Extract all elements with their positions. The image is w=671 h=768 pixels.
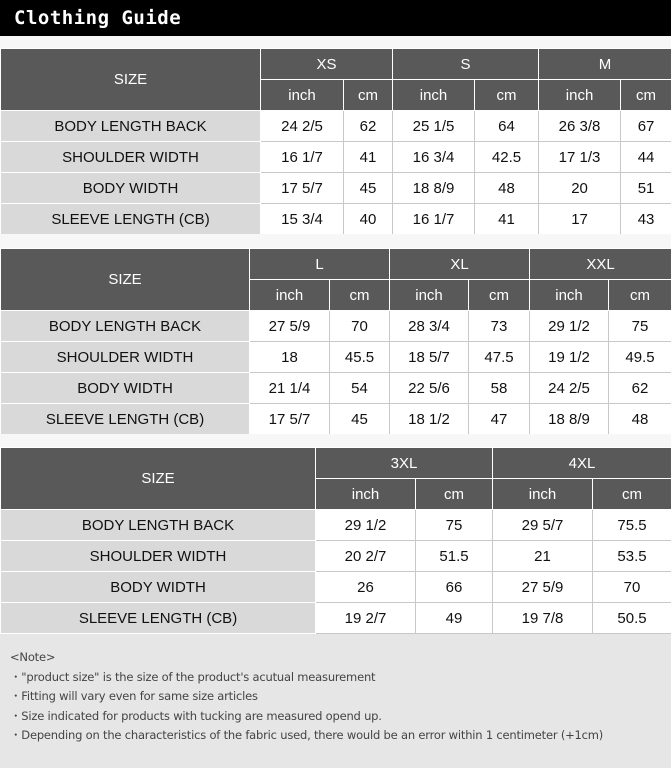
- unit-header-cm: cm: [330, 280, 390, 311]
- cell-value: 64: [475, 111, 539, 142]
- size-table-l-xl-xxl: [0, 248, 671, 435]
- cell-value: 20 2/7: [316, 541, 416, 572]
- note-item: ・"product size" is the size of the product's acutual measurement: [10, 669, 376, 684]
- cell-value: 45: [344, 173, 393, 204]
- table-row: [1, 204, 671, 235]
- cell-value: 18 8/9: [393, 173, 475, 204]
- cell-value: 18: [250, 342, 330, 373]
- cell-value: 26 3/8: [539, 111, 621, 142]
- unit-header-inch: inch: [316, 479, 416, 510]
- size-table-xs-s-m: [0, 48, 671, 235]
- cell-value: 47: [469, 404, 530, 435]
- note-item: ・Size indicated for products with tucking are measured opend up.: [10, 708, 382, 723]
- cell-value: 19 7/8: [493, 603, 593, 634]
- cell-value: 49.5: [609, 342, 671, 373]
- table-row: [1, 111, 671, 142]
- row-label: SLEEVE LENGTH (CB): [1, 404, 250, 435]
- cell-value: 24 2/5: [530, 373, 609, 404]
- unit-header-cm: cm: [469, 280, 530, 311]
- table-row: [1, 142, 671, 173]
- cell-value: 15 3/4: [261, 204, 344, 235]
- cell-value: 18 1/2: [390, 404, 469, 435]
- cell-value: 40: [344, 204, 393, 235]
- page-title: Clothing Guide: [0, 0, 671, 36]
- unit-header-cm: cm: [416, 479, 493, 510]
- cell-value: 16 1/7: [261, 142, 344, 173]
- row-label: BODY WIDTH: [1, 572, 316, 603]
- note-heading: <Note>: [10, 650, 56, 664]
- cell-value: 49: [416, 603, 493, 634]
- size-name-header: S: [393, 49, 539, 80]
- cell-value: 24 2/5: [261, 111, 344, 142]
- cell-value: 41: [475, 204, 539, 235]
- row-label: BODY WIDTH: [1, 373, 250, 404]
- table-row: [1, 510, 671, 541]
- row-label: BODY LENGTH BACK: [1, 111, 261, 142]
- cell-value: 45.5: [330, 342, 390, 373]
- cell-value: 41: [344, 142, 393, 173]
- cell-value: 17 5/7: [261, 173, 344, 204]
- size-name-header: XXL: [530, 249, 671, 280]
- cell-value: 17: [539, 204, 621, 235]
- unit-header-inch: inch: [261, 80, 344, 111]
- size-header: SIZE: [1, 49, 261, 111]
- table-row: [1, 311, 671, 342]
- size-table-3xl-4xl: [0, 447, 671, 634]
- cell-value: 27 5/9: [250, 311, 330, 342]
- cell-value: 42.5: [475, 142, 539, 173]
- cell-value: 25 1/5: [393, 111, 475, 142]
- cell-value: 19 2/7: [316, 603, 416, 634]
- cell-value: 75: [609, 311, 671, 342]
- cell-value: 50.5: [593, 603, 671, 634]
- unit-header-cm: cm: [593, 479, 671, 510]
- cell-value: 21 1/4: [250, 373, 330, 404]
- cell-value: 51.5: [416, 541, 493, 572]
- cell-value: 28 3/4: [390, 311, 469, 342]
- row-label: BODY WIDTH: [1, 173, 261, 204]
- table-row: [1, 173, 671, 204]
- cell-value: 18 5/7: [390, 342, 469, 373]
- size-name-header: XL: [390, 249, 530, 280]
- table-row: [1, 603, 671, 634]
- divider: [0, 434, 671, 447]
- row-label: SLEEVE LENGTH (CB): [1, 204, 261, 235]
- cell-value: 18 8/9: [530, 404, 609, 435]
- divider: [0, 234, 671, 248]
- cell-value: 16 1/7: [393, 204, 475, 235]
- cell-value: 73: [469, 311, 530, 342]
- cell-value: 45: [330, 404, 390, 435]
- unit-header-inch: inch: [539, 80, 621, 111]
- table-row: [1, 541, 671, 572]
- unit-header-inch: inch: [390, 280, 469, 311]
- table-row: [1, 404, 671, 435]
- cell-value: 21: [493, 541, 593, 572]
- cell-value: 47.5: [469, 342, 530, 373]
- cell-value: 67: [621, 111, 671, 142]
- cell-value: 48: [609, 404, 671, 435]
- size-name-header: 4XL: [493, 448, 671, 479]
- row-label: SHOULDER WIDTH: [1, 342, 250, 373]
- cell-value: 48: [475, 173, 539, 204]
- row-label: SLEEVE LENGTH (CB): [1, 603, 316, 634]
- cell-value: 51: [621, 173, 671, 204]
- cell-value: 70: [593, 572, 671, 603]
- unit-header-cm: cm: [609, 280, 671, 311]
- cell-value: 53.5: [593, 541, 671, 572]
- cell-value: 17 1/3: [539, 142, 621, 173]
- cell-value: 75: [416, 510, 493, 541]
- cell-value: 75.5: [593, 510, 671, 541]
- divider: [0, 36, 671, 48]
- cell-value: 62: [609, 373, 671, 404]
- cell-value: 27 5/9: [493, 572, 593, 603]
- cell-value: 62: [344, 111, 393, 142]
- row-label: BODY LENGTH BACK: [1, 311, 250, 342]
- size-name-header: M: [539, 49, 671, 80]
- cell-value: 54: [330, 373, 390, 404]
- cell-value: 44: [621, 142, 671, 173]
- size-name-header: XS: [261, 49, 393, 80]
- cell-value: 19 1/2: [530, 342, 609, 373]
- unit-header-inch: inch: [530, 280, 609, 311]
- unit-header-cm: cm: [344, 80, 393, 111]
- row-label: SHOULDER WIDTH: [1, 541, 316, 572]
- cell-value: 16 3/4: [393, 142, 475, 173]
- row-label: BODY LENGTH BACK: [1, 510, 316, 541]
- table-row: [1, 342, 671, 373]
- row-label: SHOULDER WIDTH: [1, 142, 261, 173]
- size-header: SIZE: [1, 448, 316, 510]
- cell-value: 17 5/7: [250, 404, 330, 435]
- cell-value: 29 1/2: [530, 311, 609, 342]
- unit-header-inch: inch: [250, 280, 330, 311]
- note-item: ・Fitting will vary even for same size articles: [10, 689, 258, 703]
- size-header: SIZE: [1, 249, 250, 311]
- size-name-header: 3XL: [316, 448, 493, 479]
- cell-value: 70: [330, 311, 390, 342]
- cell-value: 58: [469, 373, 530, 404]
- table-row: [1, 373, 671, 404]
- cell-value: 43: [621, 204, 671, 235]
- cell-value: 29 1/2: [316, 510, 416, 541]
- notes-section: [10, 648, 660, 746]
- unit-header-cm: cm: [475, 80, 539, 111]
- unit-header-inch: inch: [493, 479, 593, 510]
- note-item: ・Depending on the characteristics of the fabric used, there would be an error within 1 centimeter (+1cm): [10, 728, 604, 742]
- cell-value: 20: [539, 173, 621, 204]
- cell-value: 66: [416, 572, 493, 603]
- cell-value: 29 5/7: [493, 510, 593, 541]
- cell-value: 22 5/6: [390, 373, 469, 404]
- size-name-header: L: [250, 249, 390, 280]
- unit-header-cm: cm: [621, 80, 671, 111]
- cell-value: 26: [316, 572, 416, 603]
- table-row: [1, 572, 671, 603]
- unit-header-inch: inch: [393, 80, 475, 111]
